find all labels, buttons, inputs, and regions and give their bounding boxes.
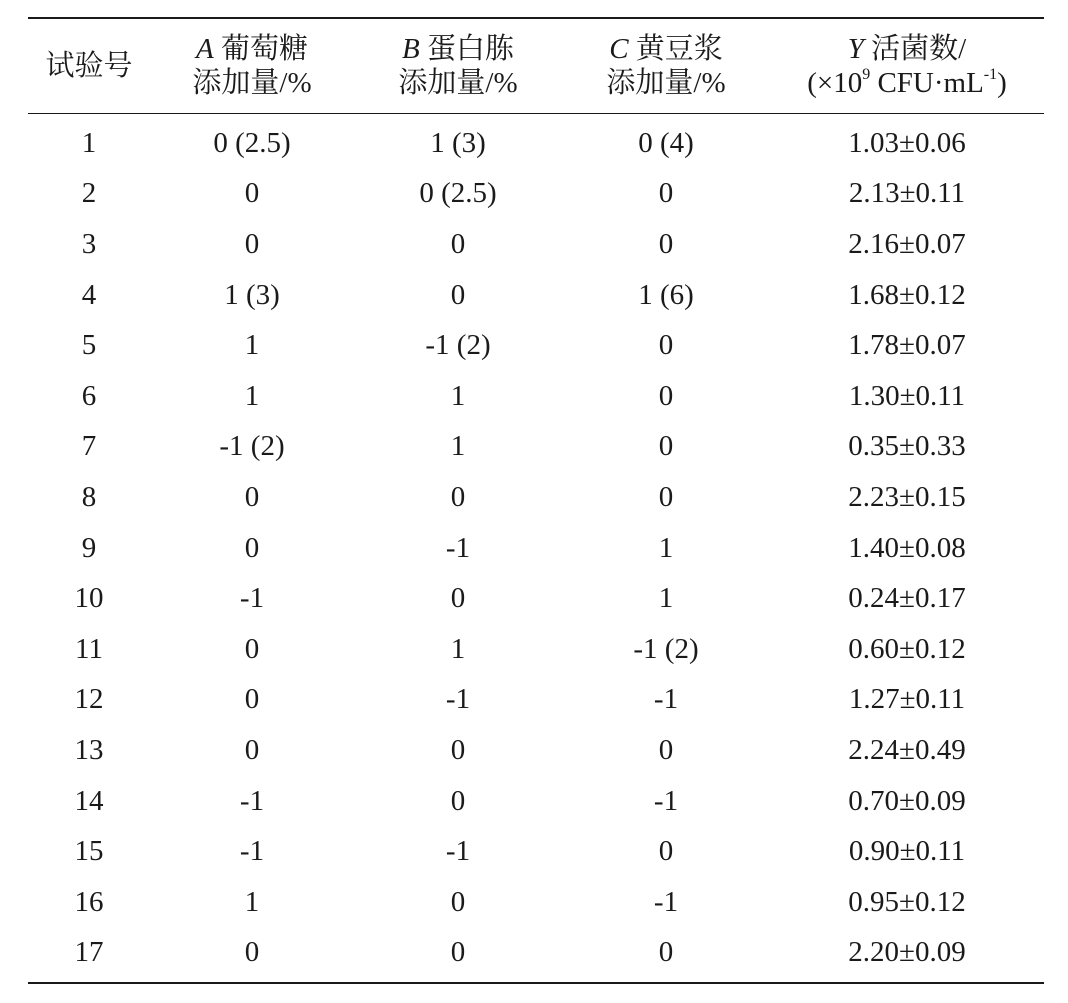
viable-count-cell: 2.16±0.07 <box>848 227 966 260</box>
soymilk-cell: 0 <box>658 430 674 463</box>
trial-number-cell: 9 <box>81 531 97 564</box>
trial-number-cell: 5 <box>81 329 97 362</box>
viable-count-cell: 1.30±0.11 <box>848 379 966 412</box>
soymilk-cell: 0 <box>658 329 674 362</box>
viable-count-cell: 0.24±0.17 <box>848 582 966 615</box>
glucose-cell: 0 <box>244 480 260 513</box>
table-row <box>28 114 1044 169</box>
header-glucose <box>150 18 354 114</box>
trial-number-cell: 15 <box>74 835 104 868</box>
trial-number-cell: 6 <box>81 379 97 412</box>
header-soymilk-unit: 添加量/% <box>606 67 726 99</box>
table-row <box>28 624 1044 675</box>
viable-count-cell: 0.70±0.09 <box>848 784 966 817</box>
peptone-cell: 1 <box>450 632 466 665</box>
header-glucose-line1 <box>150 32 354 66</box>
trial-number-cell: 4 <box>81 278 97 311</box>
header-glucose-name: 葡萄糖 <box>220 33 308 65</box>
soymilk-cell: 1 (6) <box>638 278 694 311</box>
table-row <box>28 371 1044 422</box>
trial-number-cell: 13 <box>74 733 104 766</box>
glucose-cell: 0 <box>244 177 260 210</box>
header-peptone-line1 <box>354 32 562 66</box>
peptone-cell: 1 <box>450 430 466 463</box>
header-peptone-unit: 添加量/% <box>398 67 518 99</box>
peptone-cell: 1 (3) <box>430 126 486 159</box>
glucose-cell: 1 <box>244 885 260 918</box>
soymilk-cell: -1 <box>653 784 679 817</box>
viable-count-cell: 1.68±0.12 <box>848 278 966 311</box>
peptone-cell: 0 <box>450 885 466 918</box>
header-peptone-var: B <box>402 33 420 65</box>
table-row <box>28 675 1044 726</box>
header-trial-number <box>28 18 150 114</box>
peptone-cell: 0 <box>450 480 466 513</box>
trial-number-cell: 8 <box>81 480 97 513</box>
peptone-cell: -1 <box>445 683 471 716</box>
glucose-cell: 0 (2.5) <box>213 126 291 159</box>
unit-exponent: 9 <box>862 66 871 84</box>
trial-number-cell: 7 <box>81 430 97 463</box>
header-viable-count-name: 活菌数/ <box>871 33 967 65</box>
viable-count-cell: 0.35±0.33 <box>848 430 966 463</box>
header-viable-count-line1 <box>770 32 1044 66</box>
viable-count-cell: 2.24±0.49 <box>848 733 966 766</box>
header-viable-count-var: Y <box>847 33 864 65</box>
trial-number-cell: 2 <box>81 177 97 210</box>
peptone-cell: 0 <box>450 227 466 260</box>
peptone-cell: 1 <box>450 379 466 412</box>
trial-number-cell: 12 <box>74 683 104 716</box>
table-row <box>28 725 1044 776</box>
table-row <box>28 826 1044 877</box>
header-trial-number-label: 试验号 <box>45 50 133 82</box>
table-body <box>28 114 1044 984</box>
trial-number-cell: 16 <box>74 885 104 918</box>
viable-count-cell: 1.78±0.07 <box>848 329 966 362</box>
soymilk-cell: 1 <box>658 531 674 564</box>
peptone-cell: -1 <box>445 835 471 868</box>
header-glucose-unit: 添加量/% <box>192 67 312 99</box>
unit-suffix: ) <box>997 67 1007 99</box>
soymilk-cell: 0 <box>658 733 674 766</box>
peptone-cell: 0 <box>450 278 466 311</box>
table-header <box>28 18 1044 114</box>
glucose-cell: 0 <box>244 733 260 766</box>
viable-count-cell: 2.20±0.09 <box>848 936 966 969</box>
table-row <box>28 877 1044 928</box>
table-row <box>28 523 1044 574</box>
soymilk-cell: -1 (2) <box>633 632 699 665</box>
header-peptone <box>354 18 562 114</box>
table-row <box>28 472 1044 523</box>
header-peptone-name: 蛋白胨 <box>426 33 514 65</box>
soymilk-cell: 0 <box>658 227 674 260</box>
glucose-cell: 0 <box>244 531 260 564</box>
peptone-cell: 0 (2.5) <box>419 177 497 210</box>
viable-count-cell: 2.13±0.11 <box>848 177 966 210</box>
trial-number-cell: 11 <box>75 632 103 665</box>
header-row <box>28 18 1044 114</box>
glucose-cell: 1 <box>244 379 260 412</box>
peptone-cell: 0 <box>450 936 466 969</box>
trial-number-cell: 14 <box>74 784 104 817</box>
trial-number-cell: 10 <box>74 582 104 615</box>
header-soymilk-line1 <box>562 32 770 66</box>
soymilk-cell: 0 <box>658 379 674 412</box>
glucose-cell: 0 <box>244 683 260 716</box>
peptone-cell: 0 <box>450 733 466 766</box>
peptone-cell: 0 <box>450 582 466 615</box>
header-viable-count <box>770 18 1044 114</box>
trial-number-cell: 1 <box>81 126 97 159</box>
glucose-cell: -1 <box>239 835 265 868</box>
header-soymilk-var: C <box>609 33 629 65</box>
table-row <box>28 270 1044 321</box>
header-viable-count-unit <box>770 66 1044 100</box>
glucose-cell: -1 <box>239 582 265 615</box>
viable-count-cell: 1.40±0.08 <box>848 531 966 564</box>
table-row <box>28 219 1044 270</box>
table-row <box>28 320 1044 371</box>
soymilk-cell: -1 <box>653 885 679 918</box>
table-row <box>28 422 1044 473</box>
glucose-cell: -1 (2) <box>219 430 285 463</box>
soymilk-cell: 0 (4) <box>638 126 694 159</box>
soymilk-cell: -1 <box>653 683 679 716</box>
viable-count-cell: 2.23±0.15 <box>848 480 966 513</box>
table-row <box>28 169 1044 220</box>
peptone-cell: 0 <box>450 784 466 817</box>
header-soymilk <box>562 18 770 114</box>
peptone-cell: -1 (2) <box>425 329 491 362</box>
unit-prefix: (×10 <box>807 67 863 99</box>
experiment-results-table <box>28 17 1044 984</box>
peptone-cell: -1 <box>445 531 471 564</box>
trial-number-cell: 3 <box>81 227 97 260</box>
table-row <box>28 573 1044 624</box>
viable-count-cell: 1.27±0.11 <box>848 683 966 716</box>
glucose-cell: 1 (3) <box>224 278 280 311</box>
glucose-cell: 0 <box>244 936 260 969</box>
viable-count-cell: 0.90±0.11 <box>848 835 966 868</box>
viable-count-cell: 1.03±0.06 <box>848 126 966 159</box>
glucose-cell: 1 <box>244 329 260 362</box>
table-row <box>28 928 1044 984</box>
glucose-cell: -1 <box>239 784 265 817</box>
glucose-cell: 0 <box>244 632 260 665</box>
soymilk-cell: 1 <box>658 582 674 615</box>
trial-number-cell: 17 <box>74 936 104 969</box>
viable-count-cell: 0.60±0.12 <box>848 632 966 665</box>
viable-count-cell: 0.95±0.12 <box>848 885 966 918</box>
unit-body: CFU·mL <box>870 67 984 99</box>
header-glucose-var: A <box>196 33 214 65</box>
data-table-container <box>28 17 1044 984</box>
soymilk-cell: 0 <box>658 936 674 969</box>
soymilk-cell: 0 <box>658 177 674 210</box>
glucose-cell: 0 <box>244 227 260 260</box>
unit-volume-exponent: -1 <box>983 66 998 84</box>
soymilk-cell: 0 <box>658 480 674 513</box>
header-soymilk-name: 黄豆浆 <box>635 33 723 65</box>
soymilk-cell: 0 <box>658 835 674 868</box>
table-row <box>28 776 1044 827</box>
